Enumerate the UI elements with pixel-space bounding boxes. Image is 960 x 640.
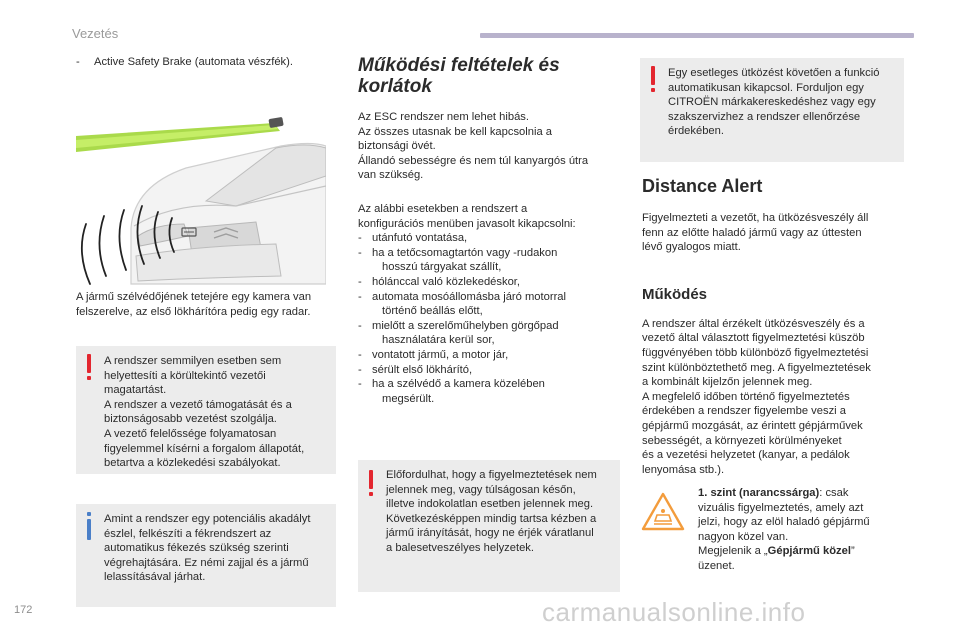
- caption-line: A jármű szélvédőjének tetejére egy kamera van: [76, 291, 312, 303]
- distance-line: Figyelmezteti a vezetőt, ha ütközésveszély áll: [642, 212, 869, 224]
- section-title-distance-alert: Distance Alert: [642, 176, 763, 196]
- mukodes-line: gépjármű mozgását, az érintett gépjárművek: [642, 419, 863, 432]
- mukodes-line: érdekében a rendszer figyelembe veszi a: [642, 405, 846, 418]
- list-line: mielőtt a szerelőműhelyben görgőpad: [372, 319, 559, 332]
- list-dash: -: [358, 290, 362, 303]
- caption-line: felszerelve, az első lökhárítóra pedig egy radar.: [76, 305, 311, 318]
- alert-line: vizuális figyelmeztetés, amely azt: [698, 501, 864, 514]
- intro-line: Az összes utasnak be kell kapcsolnia a: [358, 125, 553, 138]
- mukodes-line: sebességét, a környezeti körülményeket: [642, 434, 842, 447]
- info-line: végrehajtására. Ez némi zajjal és a jármű: [104, 556, 309, 569]
- header-title: Vezetés: [72, 26, 119, 41]
- list-line: automata mosóállomásba járó motorral: [372, 290, 567, 303]
- distance-line: fenn az előtte haladó jármű vagy az úttesten: [642, 226, 862, 239]
- warning-line: illetve indokolatlan esetben jelennek meg.: [386, 498, 594, 511]
- alert-msg-bold: Gépjármű közel: [767, 545, 851, 558]
- mukodes-line: lenyomása stb.).: [642, 463, 725, 476]
- warning-icon: [649, 66, 657, 94]
- deactivation-list: [358, 231, 620, 406]
- list-line: ha a tetőcsomagtartón vagy -rudakon: [372, 246, 558, 259]
- info-line: észlel, felkészíti a fékrendszert az: [104, 527, 272, 540]
- info-line: Amint a rendszer egy potenciális akadályt: [104, 513, 311, 525]
- warning-icon: [85, 354, 93, 382]
- title-line: Működési feltételek és: [358, 55, 560, 76]
- info-box-braking: [76, 504, 336, 607]
- title-line: korlátok: [358, 76, 432, 97]
- intro-line: biztonsági övét.: [358, 140, 436, 153]
- warning-line: A vezető felelőssége folyamatosan: [104, 427, 277, 440]
- warning-box-system: [76, 346, 336, 474]
- list-intro-line: Az alábbi esetekben a rendszert a: [358, 202, 528, 215]
- section-title-mukodes: Működés: [642, 285, 708, 303]
- distance-alert-section: [642, 176, 906, 477]
- list-line: hólánccal való közlekedéskor,: [372, 275, 521, 288]
- warning-box-collision: [640, 58, 904, 162]
- bullet-dash: -: [76, 56, 80, 68]
- alert-level-1: [640, 486, 904, 574]
- mukodes-text: [642, 317, 906, 478]
- list-line: használatára kerül sor,: [382, 334, 495, 347]
- warning-line: biztonságosabb vezetést szolgálja.: [104, 413, 277, 426]
- list-line: ha a szélvédő a kamera közelében: [372, 378, 545, 391]
- distance-line: lévő gyalogos miatt.: [642, 241, 741, 254]
- section-title-conditions: [358, 55, 620, 97]
- list-dash: -: [358, 363, 362, 376]
- camera-caption: [76, 290, 344, 319]
- warning-line: A rendszer a vezető támogatását és a: [104, 398, 292, 411]
- list-line: hosszú tárgyakat szállít,: [382, 261, 502, 274]
- warning-line: jármű irányítását, hogy ne érjék váratlanul: [386, 527, 594, 540]
- info-icon: [85, 512, 93, 540]
- list-dash: -: [358, 319, 362, 332]
- warning-line: figyelemmel kísérni a forgalom állapotát,: [104, 442, 305, 455]
- alert-line: jelzi, hogy az elöl haladó gépjármű: [698, 516, 870, 529]
- mukodes-line: függvényében több különböző figyelmeztetési: [642, 346, 869, 359]
- warning-line: érdekében.: [668, 125, 724, 138]
- info-line: automatikus fékezés szükség szerinti: [104, 542, 289, 555]
- warning-line: Következésképpen mindig tartsa kézben a: [386, 512, 597, 525]
- warning-line: A rendszer semmilyen esetben sem: [104, 355, 282, 367]
- list-intro: [358, 202, 620, 231]
- list-item: [358, 363, 620, 378]
- alert-msg-prefix: Megjelenik a „: [698, 545, 768, 558]
- alert-message-line: [698, 544, 870, 559]
- column-2: [358, 55, 620, 406]
- warning-line: Egy esetleges ütközést követően a funkció: [668, 67, 880, 79]
- conditions-intro: [358, 110, 620, 183]
- page-number: 172: [14, 604, 33, 616]
- list-item: [358, 319, 620, 348]
- list-item: [358, 275, 620, 290]
- list-item: [358, 231, 620, 246]
- header-bar: [480, 33, 914, 38]
- watermark: carmanualsonline.info: [542, 597, 806, 627]
- bullet-text: Active Safety Brake (automata vészfék).: [94, 56, 293, 68]
- warning-line: a balesetveszélyes helyzetek.: [386, 541, 535, 554]
- list-line: megsérült.: [382, 392, 435, 405]
- list-dash: -: [358, 378, 362, 391]
- warning-line: betartva a közlekedési szabályokat.: [104, 457, 281, 470]
- info-line: lelassításával járhat.: [104, 571, 206, 584]
- warning-triangle-icon: [640, 491, 686, 574]
- intro-line: van szükség.: [358, 169, 424, 182]
- list-dash: -: [358, 275, 362, 288]
- bullet-item: [76, 55, 338, 70]
- warning-line: jelennek meg, vagy túlságosan későn,: [386, 483, 576, 496]
- warning-line: CITROËN márkakereskedéshez vagy egy: [668, 96, 876, 109]
- alert-level-name: 1. szint (narancssárga): [698, 487, 820, 499]
- alert-level-rest: : csak: [819, 487, 849, 499]
- alert-first-line: [698, 486, 870, 501]
- list-line: történő beállás előtt,: [382, 305, 483, 318]
- alert-msg-last: üzenet.: [698, 559, 735, 572]
- list-line: sérült első lökhárító,: [372, 363, 473, 376]
- alert-level-text: [698, 486, 870, 574]
- intro-line: Állandó sebességre és nem túl kanyargós útra: [358, 154, 589, 167]
- intro-line: Az ESC rendszer nem lehet hibás.: [358, 111, 530, 123]
- warning-line: helyettesíti a körültekintő vezetői: [104, 369, 266, 382]
- mukodes-line: és a vezetési helyzetet (kanyar, a pedálok: [642, 449, 850, 462]
- alert-msg-suffix: ”: [850, 545, 855, 558]
- warning-line: automatikusan kikapcsol. Forduljon egy: [668, 81, 864, 94]
- mukodes-line: szint különböztethető meg. A figyelmeztetések: [642, 361, 871, 374]
- column-1: [76, 55, 338, 70]
- list-line: vontatott jármű, a motor jár,: [372, 348, 509, 361]
- list-intro-line: konfigurációs menüben javasolt kikapcsolni:: [358, 217, 576, 230]
- warning-box-alerts: [358, 460, 620, 592]
- mukodes-line: vezető által választott figyelmeztetési küszöb: [642, 332, 865, 345]
- warning-line: Előfordulhat, hogy a figyelmeztetések nem: [386, 469, 597, 481]
- warning-icon: [367, 470, 375, 498]
- list-item: [358, 377, 620, 406]
- distance-alert-text: [642, 211, 906, 255]
- warning-line: szakszervizhez a rendszer ellenőrzése: [668, 110, 861, 123]
- mukodes-line: A megfelelő időben történő figyelmeztetés: [642, 390, 850, 403]
- car-illustration-icon: [76, 106, 326, 286]
- mukodes-line: a kombinált kijelzőn jelennek meg.: [642, 376, 813, 389]
- alert-line: nagyon közel van.: [698, 530, 789, 543]
- car-sensor-illustration: [76, 106, 326, 286]
- list-dash: -: [358, 348, 362, 361]
- list-dash: -: [358, 246, 362, 259]
- list-item: [358, 290, 620, 319]
- list-item: [358, 348, 620, 363]
- list-dash: -: [358, 232, 362, 245]
- mukodes-line: A rendszer által érzékelt ütközésveszély és a: [642, 317, 865, 330]
- list-line: utánfutó vontatása,: [372, 232, 468, 245]
- list-item: [358, 246, 620, 275]
- warning-line: magatartást.: [104, 384, 167, 397]
